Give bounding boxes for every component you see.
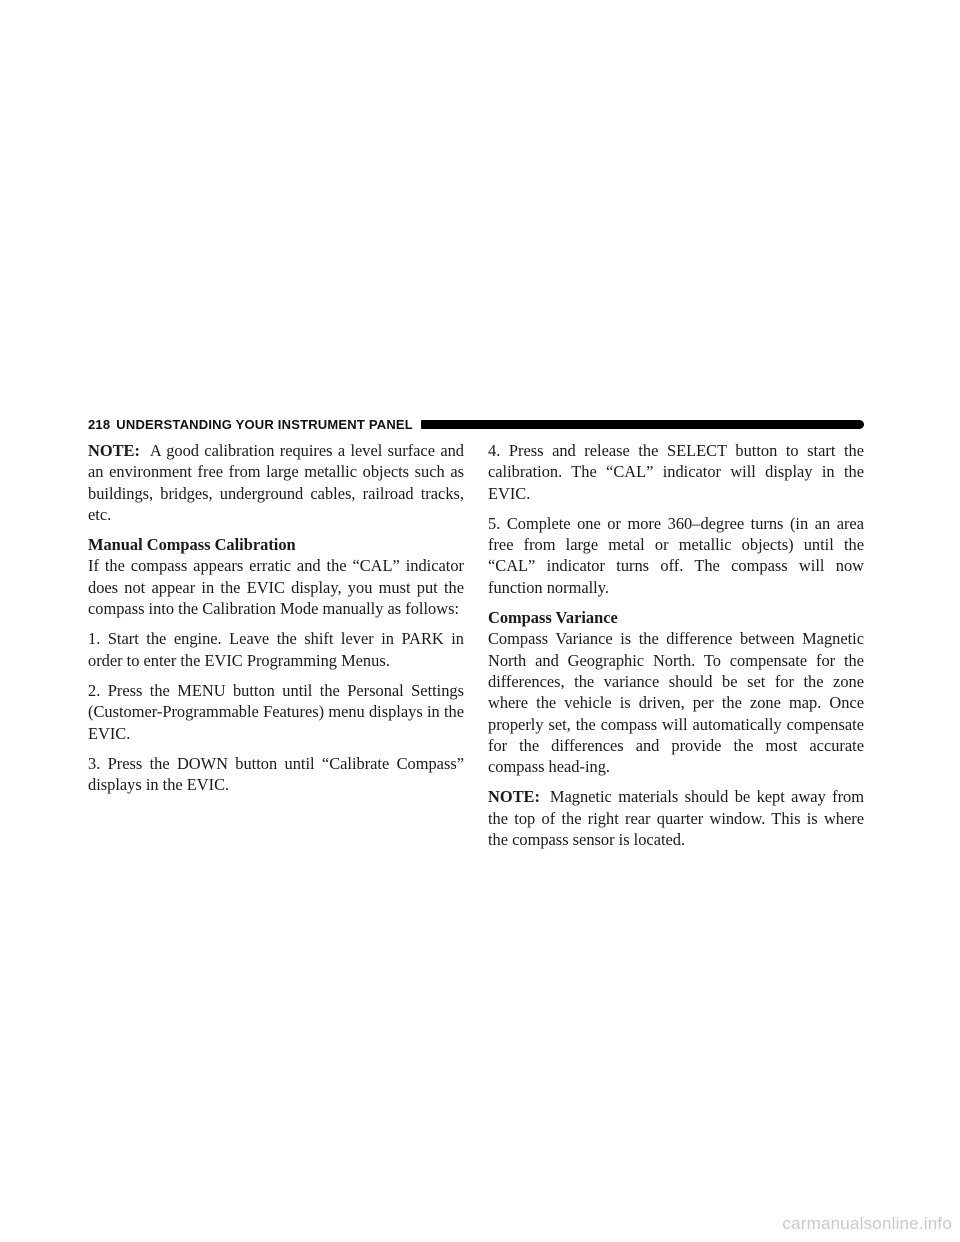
note-label: NOTE: — [488, 787, 540, 807]
step-3: 3. Press the DOWN button until “Calibrate Compass” displays in the EVIC. — [88, 753, 464, 795]
calibration-note — [88, 440, 464, 525]
step-2: 2. Press the MENU button until the Personal Settings (Customer-Programmable Features) menu displays in the EVIC. — [88, 680, 464, 743]
compass-variance-heading: Compass Variance — [488, 608, 618, 628]
page-header — [88, 414, 864, 434]
manual-calibration-heading: Manual Compass Calibration — [88, 535, 296, 555]
step-5: 5. Complete one or more 360–degree turns (in an area free from large metal or metallic objects) until the “CAL” indicator turns off. The compass will now function normally. — [488, 513, 864, 597]
left-column — [88, 440, 464, 804]
sensor-note — [488, 786, 864, 850]
step-4: 4. Press and release the SELECT button to start the calibration. The “CAL” indicator will display in the EVIC. — [488, 441, 864, 503]
page-number: 218 — [88, 416, 111, 432]
step-1: 1. Start the engine. Leave the shift lever in PARK in order to enter the EVIC Programming Menus. — [88, 629, 464, 670]
section-title: UNDERSTANDING YOUR INSTRUMENT PANEL — [116, 416, 413, 432]
note-text: A good calibration requires a level surface and an environment free from large metallic objects such as buildings, bridges, underground cables, railroad tracks, etc. — [88, 441, 464, 524]
right-column — [488, 440, 864, 859]
note-label: NOTE: — [88, 441, 140, 460]
watermark: carmanualsonline.info — [782, 1214, 952, 1233]
manual-calibration-intro: If the compass appears erratic and the “CAL” indicator does not appear in the EVIC display, you must put the compass into the Calibration Mode manually as follows: — [88, 556, 464, 619]
header-rule — [421, 420, 864, 429]
compass-variance-text: Compass Variance is the difference between Magnetic North and Geographic North. To compensate for the differences, the variance should be set for the zone where the vehicle is driven, per the zone map. Once properly set, the compass will automatically compensate for the differences and provide the most accurate compass head-ing. — [488, 629, 864, 777]
note-text: Magnetic materials should be kept away from the top of the right rear quarter window. This is where the compass sensor is located. — [488, 787, 864, 850]
